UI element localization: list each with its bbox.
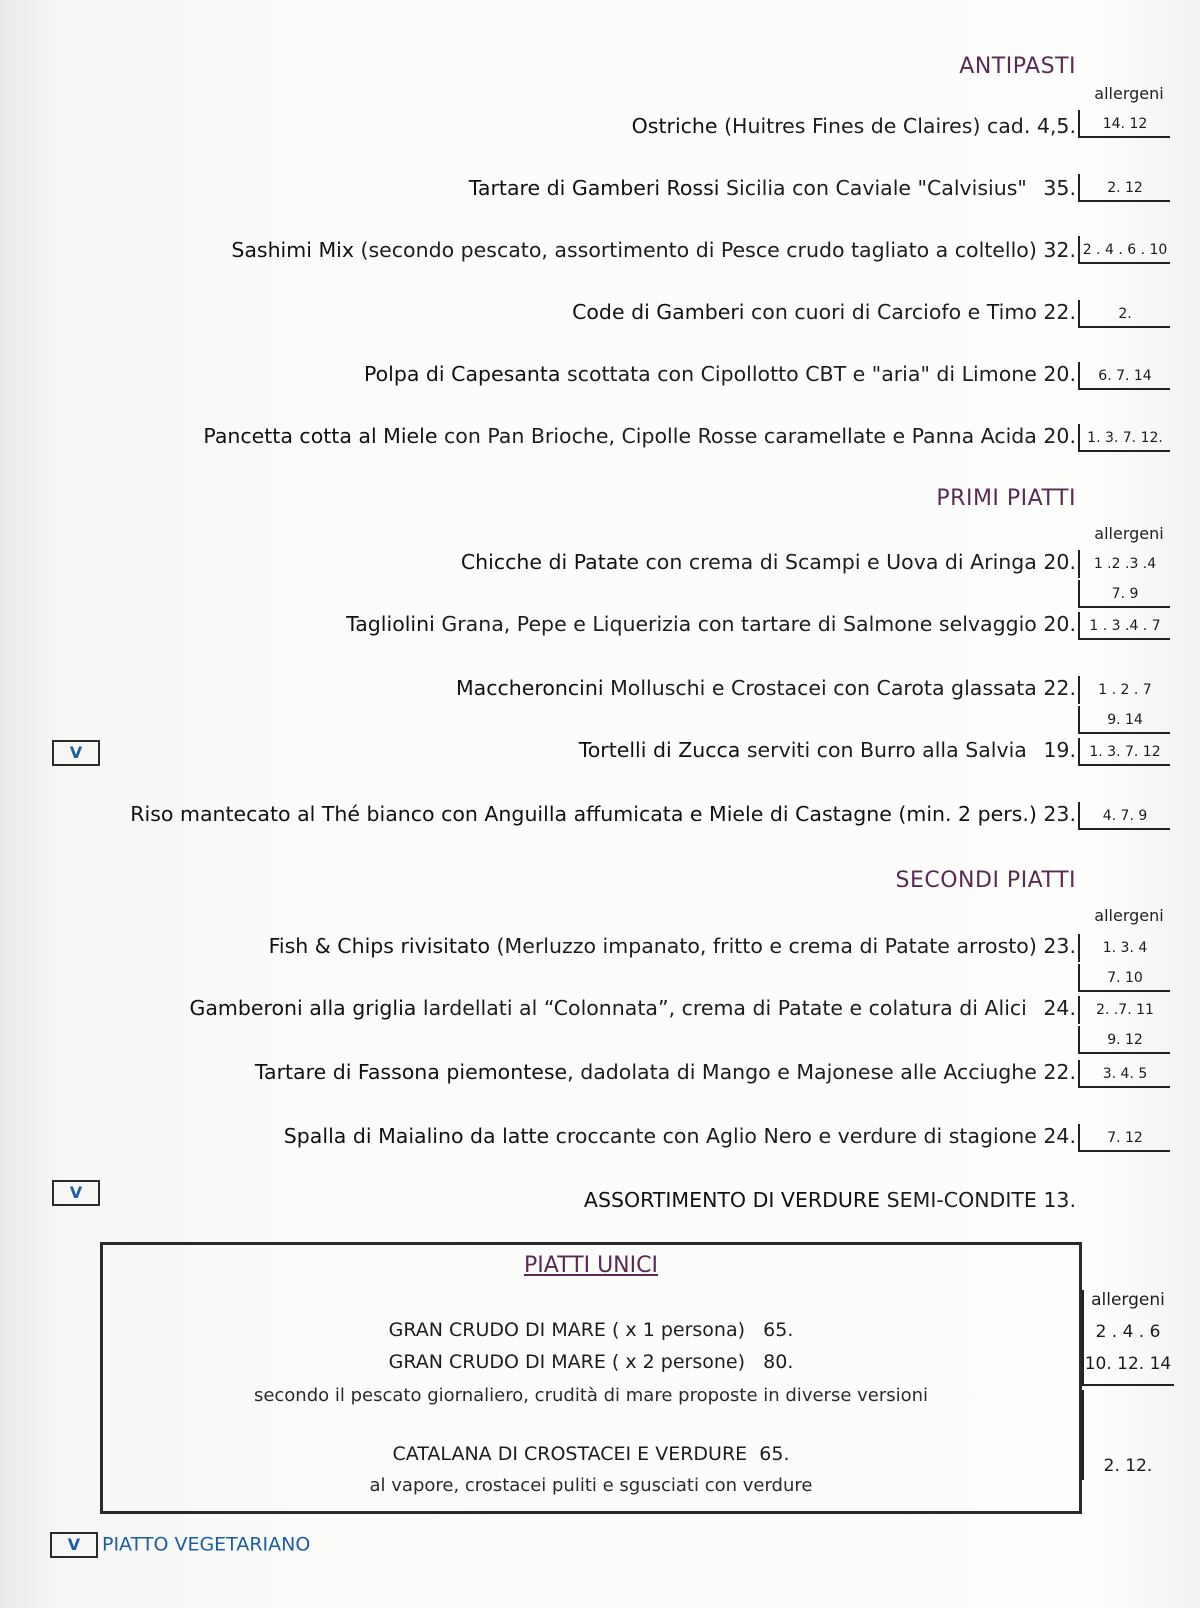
dish-name: Riso mantecato al Thé bianco con Anguilla affumicata e Miele di Castagne (min. 2 pers.): [130, 802, 1037, 826]
menu-item: [632, 114, 1076, 138]
dish-desc: Molluschi e Crostacei con Carota glassata: [610, 676, 1037, 700]
vegetarian-legend: [50, 1532, 310, 1558]
menu-item: [456, 676, 1076, 700]
section-title-unici: PIATTI UNICI: [524, 1253, 658, 1278]
allergen-codes: 7. 12: [1078, 1124, 1170, 1152]
dish-price: 20.: [1043, 612, 1076, 636]
allergen-codes: 2.: [1078, 300, 1170, 328]
dish-name: Ostriche: [631, 114, 718, 138]
dish-price: 24.: [1043, 1124, 1076, 1148]
dish-desc: scottata con Cipollotto CBT e "aria" di Limone: [567, 362, 1037, 386]
dish-name: GRAN CRUDO DI MARE ( x 1 persona): [388, 1319, 746, 1341]
vegetarian-badge: V: [52, 1180, 100, 1206]
dish-price: 4,5.: [1036, 114, 1076, 138]
dish-desc: croccante con Aglio Nero e verdure di stagione: [555, 1124, 1037, 1148]
dish-price: 65.: [763, 1319, 794, 1341]
allergen-codes-line2: 7. 9: [1078, 580, 1170, 608]
dish-desc: SEMI-CONDITE: [886, 1188, 1037, 1212]
legend-label: PIATTO VEGETARIANO: [102, 1533, 311, 1556]
dish-name: Maccheroncini: [456, 676, 604, 700]
allergen-codes: 2 . 4 . 6 . 10: [1078, 236, 1170, 264]
dish-name: Gamberoni alla griglia: [189, 996, 417, 1020]
dish-note: al vapore, crostacei puliti e sgusciati con verdure: [369, 1475, 813, 1496]
menu-item: [103, 1319, 1079, 1341]
dish-price: 23.: [1043, 802, 1076, 826]
dish-name: GRAN CRUDO DI MARE ( x 2 persone): [388, 1351, 746, 1373]
menu-item: [346, 612, 1076, 636]
dish-price: 20.: [1043, 424, 1076, 448]
dish-name: ASSORTIMENTO DI VERDURE: [583, 1188, 881, 1212]
dish-price: 35.: [1043, 176, 1076, 200]
dish-name: Spalla di Maialino da latte: [283, 1124, 550, 1148]
allergen-header: allergeni: [1094, 84, 1164, 103]
allergen-codes: 1. 3. 7. 12: [1078, 738, 1170, 766]
menu-item: [189, 996, 1076, 1020]
dish-desc: dadolata di Mango e Majonese alle Acciughe: [580, 1060, 1037, 1084]
dish-desc: lardellati al “Colonnata”, crema di Patate e colatura di Alici: [422, 996, 1027, 1020]
dish-desc: serviti con Burro alla Salvia: [746, 738, 1027, 762]
allergen-codes: 1. 3. 7. 12.: [1078, 424, 1170, 452]
menu-item: [130, 802, 1076, 826]
dish-name: Pancetta cotta al Miele: [203, 424, 438, 448]
allergen-codes: 6. 7. 14: [1078, 362, 1170, 390]
dish-price: 22.: [1043, 1060, 1076, 1084]
section-title-secondi: SECONDI PIATTI: [895, 868, 1076, 893]
piatti-unici-box: [100, 1242, 1082, 1514]
allergen-codes-line2: 7. 10: [1078, 964, 1170, 992]
section-title-antipasti: ANTIPASTI: [959, 54, 1076, 79]
dish-desc: Sicilia con Caviale "Calvisius": [725, 176, 1027, 200]
allergen-codes-line2: 9. 14: [1078, 706, 1170, 734]
allergen-codes-line2: 9. 12: [1078, 1026, 1170, 1054]
dish-price: 80.: [763, 1351, 794, 1373]
section-title-primi: PRIMI PIATTI: [936, 486, 1076, 511]
dish-name: Chicche di Patate: [460, 550, 639, 574]
dish-name: Tartare di Gamberi Rossi: [468, 176, 720, 200]
menu-item: [231, 238, 1076, 262]
menu-item: [269, 934, 1076, 958]
menu-item: [364, 362, 1076, 386]
allergen-codes: 2 . 4 . 6: [1095, 1322, 1161, 1342]
dish-price: 22.: [1043, 300, 1076, 324]
menu-item: [572, 300, 1076, 324]
allergen-codes: 4. 7. 9: [1078, 802, 1170, 830]
dish-name: Sashimi Mix: [231, 238, 354, 262]
dish-price: 22.: [1043, 676, 1076, 700]
menu-item: [469, 176, 1076, 200]
menu-item: [461, 550, 1076, 574]
allergen-header: allergeni: [1091, 1290, 1165, 1310]
dish-name: Polpa di Capesanta: [363, 362, 561, 386]
dish-price: 65.: [759, 1443, 790, 1465]
menu-item: [103, 1351, 1079, 1373]
allergen-codes: 1 . 2 . 7: [1078, 676, 1170, 704]
dish-name: Fish & Chips rivisitato: [268, 934, 490, 958]
dish-desc: con crema di Scampi e Uova di Aringa: [645, 550, 1037, 574]
allergen-codes: 1 .2 .3 .4: [1078, 550, 1170, 578]
menu-item: [284, 1124, 1076, 1148]
allergen-codes: 1. 3. 4: [1078, 934, 1170, 962]
menu-item: [255, 1060, 1076, 1084]
dish-price: 20.: [1043, 550, 1076, 574]
dish-name: Code di Gamberi: [572, 300, 745, 324]
vegetarian-badge: V: [52, 740, 100, 766]
allergen-codes: 2. 12: [1078, 174, 1170, 202]
dish-desc: (Huitres Fines de Claires) cad.: [724, 114, 1031, 138]
allergen-codes: 1 . 3 .4 . 7: [1078, 612, 1170, 640]
dish-price: 19.: [1043, 738, 1076, 762]
dish-price: 32.: [1043, 238, 1076, 262]
allergen-codes-line2: 10. 12. 14: [1084, 1354, 1172, 1374]
dish-name: CATALANA DI CROSTACEI E VERDURE: [392, 1443, 748, 1465]
dish-price: 24.: [1043, 996, 1076, 1020]
vegetarian-badge: V: [50, 1532, 98, 1558]
menu-item: [203, 424, 1076, 448]
allergen-codes: 2. .7. 11: [1078, 996, 1170, 1024]
dish-desc: con Pan Brioche, Cipolle Rosse caramellate e Panna Acida: [444, 424, 1037, 448]
allergen-codes: 2. 12.: [1103, 1456, 1153, 1476]
dish-desc: (Merluzzo impanato, fritto e crema di Patate arrosto): [496, 934, 1037, 958]
menu-item: [584, 1188, 1076, 1212]
dish-name: Tagliolini: [346, 612, 435, 636]
dish-price: 20.: [1043, 362, 1076, 386]
allergen-codes: 14. 12: [1078, 110, 1170, 138]
dish-price: 13.: [1043, 1188, 1076, 1212]
menu-item: [579, 738, 1076, 762]
allergen-header: allergeni: [1094, 524, 1164, 543]
allergen-codes: 3. 4. 5: [1078, 1060, 1170, 1088]
dish-desc: Grana, Pepe e Liquerizia con tartare di Salmone selvaggio: [441, 612, 1037, 636]
allergen-bracket: [1082, 1290, 1174, 1386]
allergen-header: allergeni: [1094, 906, 1164, 925]
dish-desc: (secondo pescato, assortimento di Pesce crudo tagliato a coltello): [360, 238, 1037, 262]
dish-desc: con cuori di Carciofo e Timo: [751, 300, 1037, 324]
dish-name: Tortelli di Zucca: [578, 738, 741, 762]
allergen-bracket: [1082, 1390, 1174, 1480]
dish-name: Tartare di Fassona piemontese,: [254, 1060, 574, 1084]
dish-note: secondo il pescato giornaliero, crudità di mare proposte in diverse versioni: [253, 1385, 929, 1406]
menu-item: [103, 1443, 1079, 1465]
dish-price: 23.: [1043, 934, 1076, 958]
